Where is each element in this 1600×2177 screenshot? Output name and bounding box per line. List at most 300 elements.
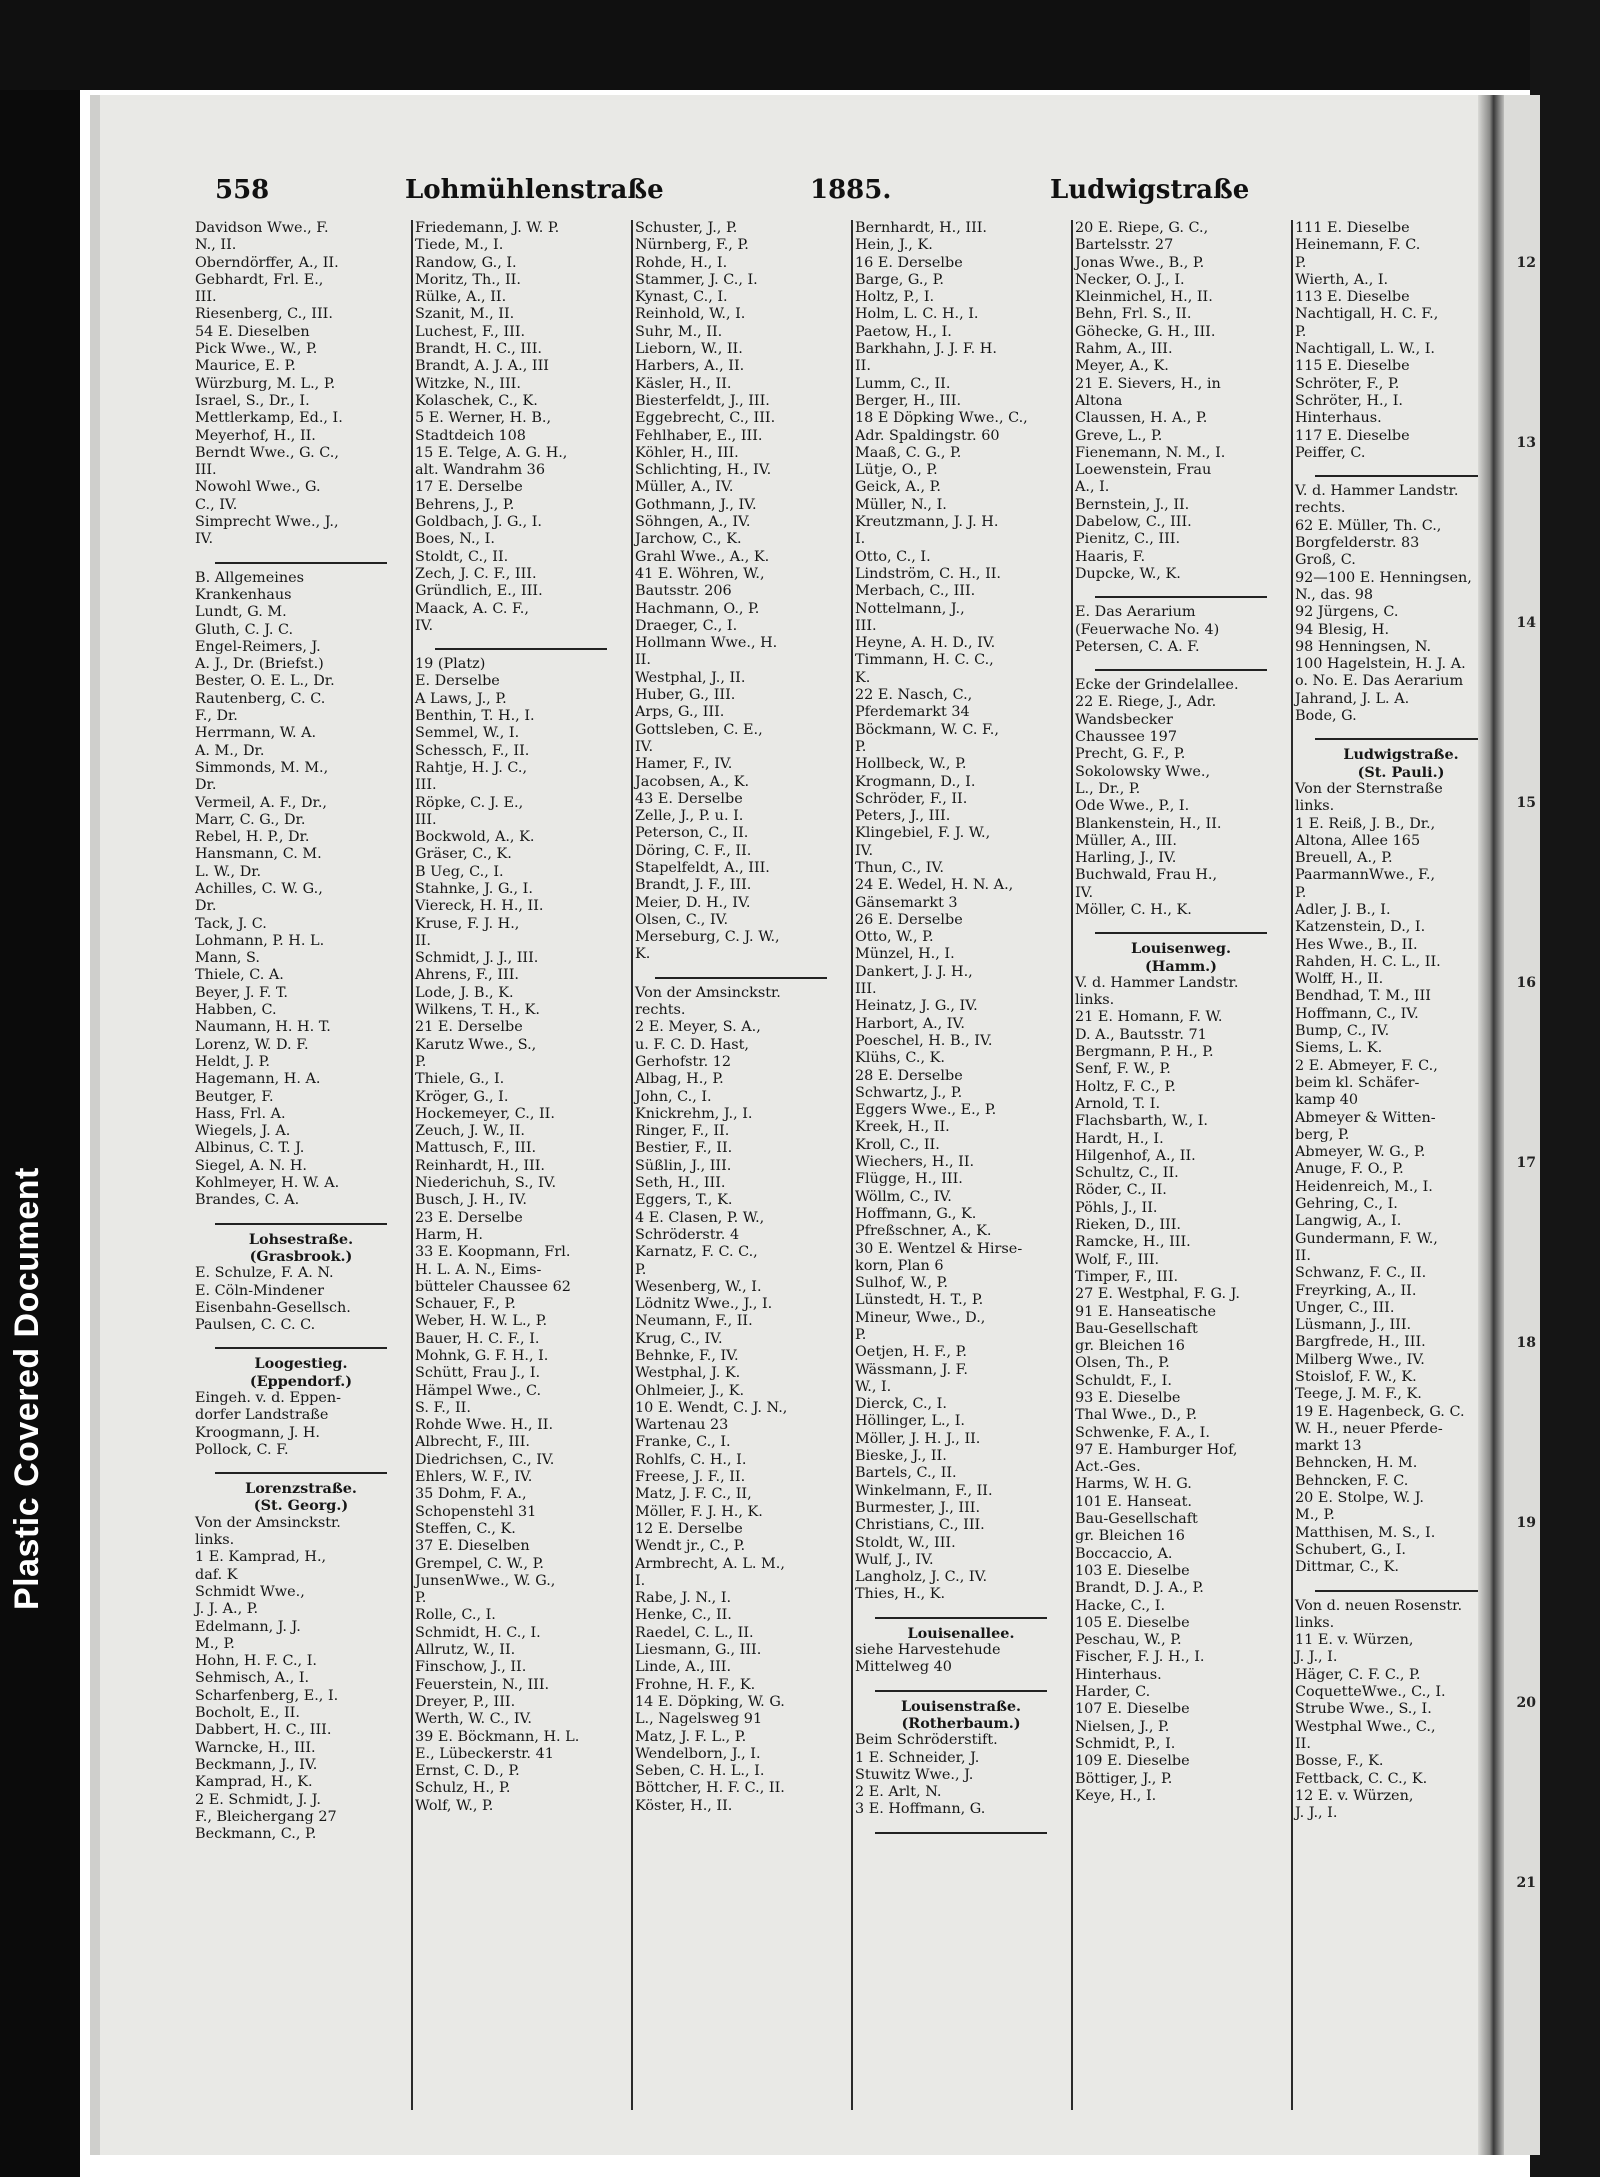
directory-entry: Necker, O. J., I. xyxy=(1075,271,1185,288)
section-rule xyxy=(435,639,607,650)
directory-entry: Keye, H., I. xyxy=(1075,1787,1157,1804)
directory-entry: Schessch, F., II. xyxy=(415,742,530,759)
directory-entry: Stapelfeldt, A., III. xyxy=(635,859,770,876)
directory-entry: Söhngen, A., IV. xyxy=(635,514,751,531)
directory-entry: Hes Wwe., B., II. xyxy=(1295,936,1418,953)
directory-entry: Schubert, G., I. xyxy=(1295,1541,1406,1558)
directory-entry: Christians, C., III. xyxy=(855,1517,985,1534)
directory-entry: Seben, C. H. L., I. xyxy=(635,1763,765,1780)
directory-entry: Hockemeyer, C., II. xyxy=(415,1105,555,1122)
directory-entry: Grempel, C. W., P. xyxy=(415,1555,544,1572)
directory-entry: Holm, L. C. H., I. xyxy=(855,306,979,323)
directory-entry: Reinhardt, H., III. xyxy=(415,1157,545,1174)
scanner-background-right xyxy=(1530,0,1600,2177)
directory-entry: Neumann, F., II. xyxy=(635,1313,753,1330)
directory-entry: Klühs, C., K. xyxy=(855,1050,945,1067)
directory-entry: Seth, H., III. xyxy=(635,1175,726,1192)
directory-entry: A. M., Dr. xyxy=(195,742,265,759)
directory-entry: Eggers Wwe., E., P. xyxy=(855,1102,997,1119)
directory-entry: Franke, C., I. xyxy=(635,1434,731,1451)
directory-entry: siehe Harvestehude xyxy=(855,1642,1001,1659)
directory-entry: Brandt, J. F., III. xyxy=(635,877,752,894)
directory-entry: II. xyxy=(1295,1735,1311,1752)
directory-entry: Gerhofstr. 12 xyxy=(635,1053,732,1070)
directory-entry: Siems, L. K. xyxy=(1295,1040,1383,1057)
directory-entry: 10 E. Wendt, C. J. N., xyxy=(635,1399,788,1416)
directory-entry: 11 E. v. Würzen, xyxy=(1295,1632,1414,1649)
directory-entry: 21 E. Sievers, H., in xyxy=(1075,375,1221,392)
directory-entry: Maack, A. C. F., xyxy=(415,600,529,617)
column-divider xyxy=(1291,220,1293,2110)
directory-entry: Otto, W., P. xyxy=(855,929,934,946)
directory-entry: Gothmann, J., IV. xyxy=(635,496,757,513)
directory-entry: Hohn, H. F. C., I. xyxy=(195,1653,317,1670)
directory-entry: Bosse, F., K. xyxy=(1295,1753,1384,1770)
margin-number: 17 xyxy=(1516,1155,1536,1171)
directory-entry: Harbers, A., II. xyxy=(635,358,745,375)
margin-number: 12 xyxy=(1516,255,1536,271)
section-rule xyxy=(875,1681,1047,1692)
directory-entry: links. xyxy=(1295,1614,1335,1631)
directory-entry: P. xyxy=(1295,254,1307,271)
directory-entry: Harm, H. xyxy=(415,1226,483,1243)
directory-entry: Nachtigall, L. W., I. xyxy=(1295,341,1435,358)
directory-entry: IV. xyxy=(415,617,434,634)
directory-entry: M., P. xyxy=(1295,1507,1335,1524)
directory-entry: J. J., I. xyxy=(1295,1805,1338,1822)
directory-entry: Kröger, G., I. xyxy=(415,1088,509,1105)
directory-entry: Simprecht Wwe., J., xyxy=(195,514,339,531)
section-rule xyxy=(1095,923,1267,934)
directory-entry: markt 13 xyxy=(1295,1438,1362,1455)
directory-entry: Rieken, D., III. xyxy=(1075,1217,1181,1234)
directory-entry: Otto, C., I. xyxy=(855,548,931,565)
directory-entry: Brandt, H. C., III. xyxy=(415,341,542,358)
directory-entry: IV. xyxy=(635,738,654,755)
directory-entry: Greve, L., P. xyxy=(1075,427,1163,444)
directory-entry: Niederichuh, S., IV. xyxy=(415,1175,557,1192)
directory-entry: 41 E. Wöhren, W., xyxy=(635,565,765,582)
directory-entry: Böttiger, J., P. xyxy=(1075,1770,1173,1787)
directory-entry: K. xyxy=(635,946,651,963)
directory-entry: Behn, Frl. S., II. xyxy=(1075,306,1192,323)
directory-entry: Ramcke, H., III. xyxy=(1075,1234,1191,1251)
margin-number: 19 xyxy=(1516,1515,1536,1531)
directory-entry: Peterson, C., II. xyxy=(635,825,749,842)
directory-entry: Paulsen, C. C. C. xyxy=(195,1317,316,1334)
section-rule xyxy=(215,1338,387,1349)
directory-entry: Mettlerkamp, Ed., I. xyxy=(195,410,343,427)
directory-entry: 28 E. Derselbe xyxy=(855,1067,963,1084)
street-heading: Lorenzstraße. xyxy=(245,1480,357,1498)
directory-entry: 5 E. Werner, H. B., xyxy=(415,410,552,427)
directory-entry: Loewenstein, Frau xyxy=(1075,462,1212,479)
scanner-background-left xyxy=(0,0,80,2177)
directory-entry: Sulhof, W., P. xyxy=(855,1275,948,1292)
street-heading: (Grasbrook.) xyxy=(249,1247,353,1265)
directory-entry: Breuell, A., P. xyxy=(1295,850,1393,867)
directory-entry: 101 E. Hanseat. xyxy=(1075,1493,1192,1510)
directory-entry: Möller, C. H., K. xyxy=(1075,901,1192,918)
directory-entry: Lieborn, W., II. xyxy=(635,341,743,358)
directory-entry: Meyerhof, H., II. xyxy=(195,427,316,444)
directory-entry: Tiede, M., I. xyxy=(415,237,504,254)
directory-columns xyxy=(195,220,1480,2110)
street-heading: Lohsestraße. xyxy=(248,1230,354,1248)
directory-entry: Olsen, Th., P. xyxy=(1075,1355,1170,1372)
directory-entry: Wesenberg, W., I. xyxy=(635,1278,762,1295)
directory-entry: IV. xyxy=(1075,884,1094,901)
directory-entry: Flachsbarth, W., I. xyxy=(1075,1113,1209,1130)
directory-entry: E., Lübeckerstr. 41 xyxy=(415,1745,554,1762)
directory-entry: Merseburg, C. J. W., xyxy=(635,929,780,946)
directory-entry: A Laws, J., P. xyxy=(415,690,507,707)
directory-entry: Harbort, A., IV. xyxy=(855,1015,965,1032)
directory-entry: Marr, C. G., Dr. xyxy=(195,811,306,828)
directory-entry: F., Dr. xyxy=(195,708,238,725)
directory-entry: 1 E. Reiß, J. B., Dr., xyxy=(1295,815,1436,832)
directory-entry: Beutger, F. xyxy=(195,1088,274,1105)
directory-entry: Ode Wwe., P., I. xyxy=(1075,798,1190,815)
directory-entry: Krug, C., IV. xyxy=(635,1330,723,1347)
directory-entry: Riesenberg, C., III. xyxy=(195,306,333,323)
directory-entry: 15 E. Telge, A. G. H., xyxy=(415,444,568,461)
directory-entry: Engel-Reimers, J. xyxy=(195,638,321,655)
directory-entry: Stadtdeich 108 xyxy=(415,427,526,444)
directory-entry: 98 Henningsen, N. xyxy=(1295,638,1432,655)
directory-entry: u. F. C. D. Hast, xyxy=(635,1036,749,1053)
directory-entry: Schwartz, J., P. xyxy=(855,1084,963,1101)
directory-entry: Anuge, F. O., P. xyxy=(1295,1161,1404,1178)
directory-entry: Holtz, P., I. xyxy=(855,289,935,306)
directory-entry: Sehmisch, A., I. xyxy=(195,1670,310,1687)
directory-entry: Edelmann, J. J. xyxy=(195,1618,301,1635)
directory-entry: W. H., neuer Pferde- xyxy=(1295,1420,1443,1437)
column-1 xyxy=(195,220,407,2110)
directory-entry: Pöhls, J., II. xyxy=(1075,1199,1158,1216)
directory-entry: Mohnk, G. F. H., I. xyxy=(415,1348,549,1364)
street-heading: (St. Georg.) xyxy=(253,1497,349,1515)
directory-entry: 105 E. Dieselbe xyxy=(1075,1614,1190,1631)
directory-entry: John, C., I. xyxy=(635,1088,712,1105)
directory-entry: Biesterfeldt, J., III. xyxy=(635,392,770,409)
directory-entry: 20 E. Riepe, G. C., xyxy=(1075,220,1209,236)
directory-entry: D. A., Bautsstr. 71 xyxy=(1075,1026,1207,1043)
street-heading: Louisenstraße. xyxy=(900,1697,1022,1715)
directory-entry: L., Nagelsweg 91 xyxy=(635,1711,763,1728)
directory-entry: Münzel, H., I. xyxy=(855,946,955,963)
directory-entry: J. J. A., P. xyxy=(195,1601,259,1618)
directory-entry: P. xyxy=(855,738,867,755)
directory-entry: Kreutzmann, J. J. H. xyxy=(855,514,999,531)
directory-entry: Behrens, J., P. xyxy=(415,496,515,513)
directory-entry: Heidenreich, M., I. xyxy=(1295,1178,1433,1195)
directory-entry: JunsenWwe., W. G., xyxy=(415,1572,556,1589)
directory-entry: Albinus, C. T. J. xyxy=(195,1140,305,1157)
scanner-background-top xyxy=(0,0,1600,90)
directory-entry: Strube Wwe., S., I. xyxy=(1295,1701,1432,1718)
directory-entry: Geick, A., P. xyxy=(855,479,941,496)
directory-entry: Schwanz, F. C., II. xyxy=(1295,1265,1427,1282)
directory-entry: II. xyxy=(855,358,871,375)
directory-entry: Szanit, M., II. xyxy=(415,306,515,323)
directory-entry: Burmester, J., III. xyxy=(855,1499,981,1516)
directory-entry: Vermeil, A. F., Dr., xyxy=(195,794,327,811)
directory-entry: Hansmann, C. M. xyxy=(195,846,322,863)
directory-entry: Wartenau 23 xyxy=(635,1417,729,1434)
directory-entry: Ecke der Grindelallee. xyxy=(1075,677,1239,694)
directory-entry: Timper, F., III. xyxy=(1075,1268,1179,1285)
directory-entry: Petersen, C. A. F. xyxy=(1075,638,1200,655)
directory-entry: Schütt, Frau J., I. xyxy=(415,1365,541,1382)
directory-entry: Heyne, A. H. D., IV. xyxy=(855,635,996,652)
directory-entry: Müller, A., IV. xyxy=(635,479,734,496)
directory-entry: I. xyxy=(855,531,866,548)
street-heading: Louisenallee. xyxy=(907,1624,1015,1642)
directory-entry: Stoislof, F. W., K. xyxy=(1295,1369,1417,1385)
directory-entry: Pferdemarkt 34 xyxy=(855,704,970,721)
directory-entry: Thun, C., IV. xyxy=(855,859,944,876)
directory-entry: Zech, J. C. F., III. xyxy=(415,565,537,582)
directory-entry: Müller, N., I. xyxy=(855,496,947,513)
directory-entry: Adr. Spaldingstr. 60 xyxy=(855,427,1000,444)
directory-entry: Bau-Gesellschaft xyxy=(1075,1511,1198,1528)
directory-entry: Westphal, J. K. xyxy=(635,1365,741,1382)
directory-entry: Heinemann, F. C. xyxy=(1295,237,1421,254)
directory-entry: Wulf, J., IV. xyxy=(855,1551,934,1568)
directory-entry: Kynast, C., I. xyxy=(635,289,728,306)
directory-entry: Maaß, C. G., P. xyxy=(855,444,962,461)
directory-entry: 21 E. Homann, F. W. xyxy=(1075,1009,1223,1026)
directory-entry: Fischer, F. J. H., I. xyxy=(1075,1649,1205,1666)
directory-entry: Goldbach, J. G., I. xyxy=(415,514,543,531)
directory-entry: Eggers, T., K. xyxy=(635,1192,733,1209)
section-rule xyxy=(1315,1581,1487,1592)
directory-entry: Pick Wwe., W., P. xyxy=(195,341,318,358)
directory-entry: 21 E. Derselbe xyxy=(415,1019,523,1036)
directory-entry: Oetjen, H. F., P. xyxy=(855,1344,967,1361)
directory-entry: Claussen, H. A., P. xyxy=(1075,410,1208,427)
street-heading: Ludwigstraße. xyxy=(1343,746,1459,764)
directory-entry: beim kl. Schäfer- xyxy=(1295,1074,1420,1091)
directory-entry: Wolf, F., III. xyxy=(1075,1251,1160,1268)
section-rule xyxy=(1315,466,1487,477)
directory-entry: Schuldt, F., I. xyxy=(1075,1372,1172,1389)
page-header xyxy=(100,175,1478,215)
directory-entry: Langwig, A., I. xyxy=(1295,1213,1402,1230)
directory-entry: Stoldt, C., II. xyxy=(415,548,509,565)
directory-entry: E. Derselbe xyxy=(415,673,500,690)
directory-entry: Krogmann, D., I. xyxy=(855,773,976,790)
directory-entry: Milberg Wwe., IV. xyxy=(1295,1351,1425,1368)
directory-entry: N., das. 98 xyxy=(1295,586,1374,603)
directory-entry: L. W., Dr. xyxy=(195,863,262,880)
directory-entry: Westphal Wwe., C., xyxy=(1295,1718,1436,1735)
directory-entry: Rahtje, H. J. C., xyxy=(415,759,528,776)
directory-entry: Eggebrecht, C., III. xyxy=(635,410,776,427)
directory-entry: Thiele, G., I. xyxy=(415,1071,505,1088)
directory-entry: J. J., I. xyxy=(1295,1649,1338,1666)
directory-entry: rechts. xyxy=(635,1002,686,1019)
directory-entry: Rohde, H., I. xyxy=(635,254,728,271)
directory-entry: Bernstein, J., II. xyxy=(1075,496,1190,513)
directory-entry: Wolf, W., P. xyxy=(415,1797,494,1814)
directory-entry: Linde, A., III. xyxy=(635,1659,732,1676)
header-year: 1885. xyxy=(810,175,892,205)
directory-entry: Werth, W. C., IV. xyxy=(415,1711,532,1728)
directory-entry: F., Bleichergang 27 xyxy=(195,1808,337,1825)
street-heading: (Eppendorf.) xyxy=(249,1372,353,1390)
directory-entry: Matz, J. F. L., P. xyxy=(635,1728,747,1745)
directory-entry: Ehlers, W. F., IV. xyxy=(415,1469,533,1486)
directory-entry: Groß, C. xyxy=(1295,552,1356,569)
directory-entry: Wandsbecker xyxy=(1075,711,1173,728)
directory-entry: Herrmann, W. A. xyxy=(195,725,317,742)
directory-entry: P. xyxy=(635,1261,647,1278)
margin-number: 15 xyxy=(1516,795,1536,811)
directory-entry: Teege, J. M. F., K. xyxy=(1295,1386,1422,1403)
section-rule xyxy=(1095,660,1267,671)
directory-entry: II. xyxy=(415,932,431,949)
directory-entry: Feuerstein, N., III. xyxy=(415,1676,550,1693)
directory-entry: III. xyxy=(415,811,437,828)
directory-entry: Brandt, D. J. A., P. xyxy=(1075,1580,1204,1597)
directory-entry: Bockwold, A., K. xyxy=(415,829,535,846)
directory-entry: Schuster, J., P. xyxy=(635,220,738,236)
directory-entry: II. xyxy=(635,652,651,669)
directory-entry: Gänsemarkt 3 xyxy=(855,894,958,911)
directory-entry: P. xyxy=(415,1053,427,1070)
header-right-street: Ludwigstraße xyxy=(1050,175,1250,205)
directory-entry: dorfer Landstraße xyxy=(195,1407,329,1424)
directory-entry: 20 E. Stolpe, W. J. xyxy=(1295,1490,1424,1507)
directory-entry: Maurice, E. P. xyxy=(195,358,296,375)
directory-entry: 109 E. Dieselbe xyxy=(1075,1753,1190,1770)
directory-entry: Luchest, F., III. xyxy=(415,323,526,340)
column-divider xyxy=(1071,220,1073,2110)
section-rule xyxy=(215,553,387,564)
directory-entry: 39 E. Böckmann, H. L. xyxy=(415,1728,580,1745)
directory-entry: Klingebiel, F. J. W., xyxy=(855,825,991,842)
directory-entry: 92 Jürgens, C. xyxy=(1295,604,1399,621)
directory-entry: E. Cöln-Mindener xyxy=(195,1282,325,1299)
directory-entry: Allrutz, W., II. xyxy=(415,1642,516,1659)
directory-entry: Beim Schröderstift. xyxy=(855,1732,998,1749)
directory-entry: 19 (Platz) xyxy=(415,656,486,673)
column-divider xyxy=(411,220,413,2110)
column-3 xyxy=(635,220,847,2110)
directory-entry: P. xyxy=(855,1327,867,1343)
directory-entry: Hass, Frl. A. xyxy=(195,1105,286,1122)
directory-entry: Matz, J. F. C., II, xyxy=(635,1486,752,1503)
book-binding-shadow xyxy=(1478,95,1504,2155)
directory-entry: Katzenstein, D., I. xyxy=(1295,919,1426,936)
directory-entry: Harling, J., IV. xyxy=(1075,850,1177,867)
directory-entry: III. xyxy=(415,777,437,794)
directory-entry: Senf, F. W., P. xyxy=(1075,1061,1171,1078)
directory-entry: 30 E. Wentzel & Hirse- xyxy=(855,1240,1023,1257)
directory-entry: Unger, C., III. xyxy=(1295,1299,1395,1316)
directory-entry: IV. xyxy=(195,531,214,548)
directory-entry: Köhler, H., III. xyxy=(635,444,739,461)
directory-entry: Oberndörffer, A., II. xyxy=(195,254,339,271)
directory-entry: 94 Blesig, H. xyxy=(1295,621,1390,638)
directory-entry: Witzke, N., III. xyxy=(415,375,521,392)
directory-entry: 12 E. v. Würzen, xyxy=(1295,1787,1414,1804)
directory-entry: Dreyer, P., III. xyxy=(415,1693,516,1710)
directory-entry: Wilkens, T. H., K. xyxy=(415,1002,541,1019)
directory-entry: II. xyxy=(1295,1247,1311,1264)
directory-entry: Poeschel, H. B., IV. xyxy=(855,1032,993,1049)
directory-entry: Höllinger, L., I. xyxy=(855,1413,966,1430)
directory-entry: 54 E. Dieselben xyxy=(195,323,310,340)
directory-entry: Freese, J. F., II. xyxy=(635,1469,746,1486)
directory-entry: Buchwald, Frau H., xyxy=(1075,867,1218,884)
directory-entry: Brandes, C. A. xyxy=(195,1192,300,1209)
directory-entry: III. xyxy=(855,617,877,634)
directory-entry: Pfreßschner, A., K. xyxy=(855,1223,992,1240)
directory-entry: Schultz, C., II. xyxy=(1075,1165,1179,1182)
directory-entry: Mineur, Wwe., D., xyxy=(855,1309,986,1326)
directory-entry: Rabe, J. N., I. xyxy=(635,1590,732,1607)
margin-number: 20 xyxy=(1516,1695,1536,1711)
directory-entry: Davidson Wwe., F. xyxy=(195,220,329,236)
directory-entry: P. xyxy=(1295,884,1307,901)
directory-entry: o. No. E. Das Aerarium xyxy=(1295,673,1464,690)
directory-entry: Ohlmeier, J., K. xyxy=(635,1382,745,1399)
directory-entry: (Feuerwache No. 4) xyxy=(1075,621,1220,638)
margin-number: 13 xyxy=(1516,435,1536,451)
directory-entry: Bauer, H. C. F., I. xyxy=(415,1330,540,1347)
column-divider xyxy=(851,220,853,2110)
directory-entry: Dierck, C., I. xyxy=(855,1396,947,1413)
directory-entry: V. d. Hammer Landstr. xyxy=(1295,483,1459,500)
directory-entry: A. J., Dr. (Briefst.) xyxy=(195,656,324,673)
directory-entry: Thies, H., K. xyxy=(855,1586,946,1603)
directory-entry: alt. Wandrahm 36 xyxy=(415,462,545,479)
directory-entry: Bernhardt, H., III. xyxy=(855,220,988,236)
directory-entry: Schopenstehl 31 xyxy=(415,1503,537,1520)
directory-entry: Süßlin, J., III. xyxy=(635,1157,732,1174)
directory-entry: 111 E. Dieselbe xyxy=(1295,220,1410,236)
directory-entry: Gründlich, E., III. xyxy=(415,583,543,600)
directory-entry: Paetow, H., I. xyxy=(855,323,952,340)
directory-entry: P. xyxy=(1295,323,1307,340)
directory-entry: Reinhold, W., I. xyxy=(635,306,746,323)
directory-entry: Liesmann, G., III. xyxy=(635,1642,762,1659)
directory-entry: Altona, Allee 165 xyxy=(1295,832,1421,849)
directory-entry: Bode, G. xyxy=(1295,708,1357,725)
directory-entry: Lütje, O., P. xyxy=(855,462,938,479)
directory-entry: Wässmann, J. F. xyxy=(855,1361,968,1378)
directory-entry: Hollbeck, W., P. xyxy=(855,756,967,773)
column-2 xyxy=(415,220,627,2110)
column-4 xyxy=(855,220,1067,2110)
directory-entry: 93 E. Dieselbe xyxy=(1075,1390,1181,1406)
directory-entry: Hamer, F., IV. xyxy=(635,756,733,773)
directory-entry: Freyrking, A., II. xyxy=(1295,1282,1417,1299)
directory-entry: Grahl Wwe., A., K. xyxy=(635,548,770,565)
directory-entry: links. xyxy=(195,1532,235,1549)
directory-entry: Warncke, H., III. xyxy=(195,1739,316,1756)
directory-entry: 62 E. Müller, Th. C., xyxy=(1295,517,1442,534)
directory-entry: Matthisen, M. S., I. xyxy=(1295,1524,1436,1541)
directory-entry: Jacobsen, A., K. xyxy=(635,773,750,790)
directory-entry: Dabbert, H. C., III. xyxy=(195,1722,332,1739)
directory-entry: 43 E. Derselbe xyxy=(635,790,743,807)
directory-entry: Henke, C., II. xyxy=(635,1607,732,1624)
directory-entry: Albag, H., P. xyxy=(635,1071,724,1088)
